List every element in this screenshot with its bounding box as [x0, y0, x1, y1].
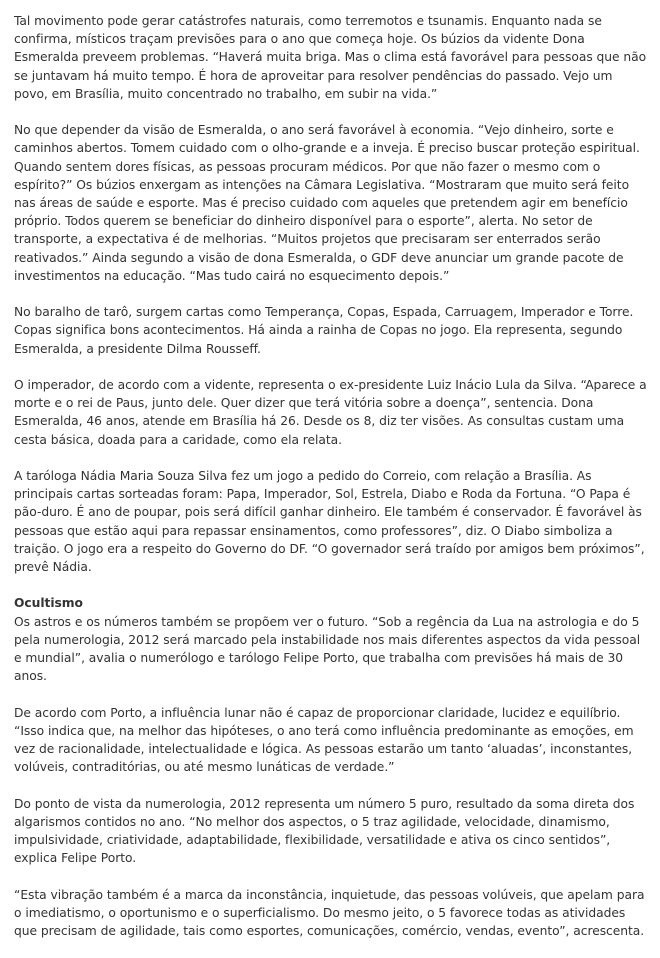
- article-paragraph: O imperador, de acordo com a vidente, representa o ex-presidente Luiz Inácio Lula da Silva. “Aparece a morte e o rei de Paus, junto dele. Quer dizer que terá vitória sobre a doença”, sentencia. Dona Esmeralda, 46 anos, atende em Brasília há 26. Desde os 8, diz ter visões. As consultas custam uma cesta básica, doada para a caridade, como ela relata.: [14, 378, 647, 447]
- article-paragraph: No que depender da visão de Esmeralda, o ano será favorável à economia. “Vejo dinheiro, sorte e caminhos abertos. Tomem cuidado com o olho-grande e a inveja. É preciso buscar proteção espiritual. Quando sentem dores físicas, as pessoas procuram médicos. Por que não fazer o mesmo com o espírito?” Os búzios enxergam as intenções na Câmara Legislativa. “Mostraram que muito será feito nas áreas de saúde e esporte. Mas é preciso cuidado com aqueles que pretendem agir em benefício próprio. Todos querem se beneficiar do dinheiro disponível para o esporte”, alerta. No setor de transporte, a expectativa é de melhorias. “Muitos projetos que precisaram ser enterrados serão reativados.” Ainda segundo a visão de dona Esmeralda, o GDF deve anunciar um grande pacote de investimentos na educação. “Mas tudo cairá no esquecimento depois.”: [14, 123, 640, 283]
- article-paragraph: De acordo com Porto, a influência lunar não é capaz de proporcionar claridade, lucidez e equilíbrio. “Isso indica que, na melhor das hipóteses, o ano terá como influência predominante as emoções, em vez de racionalidade, intelectualidade e lógica. As pessoas estarão um tanto ‘aluadas’, inconstantes, volúveis, contraditórias, ou até mesmo lunáticas de verdade.”: [14, 705, 634, 775]
- section-subheading: Ocultismo: [14, 596, 83, 611]
- article-body: [14, 12, 650, 958]
- article-paragraph: Tal movimento pode gerar catástrofes naturais, como terremotos e tsunamis. Enquanto nada se confirma, místicos traçam previsões para o ano que começa hoje. Os búzios da vidente Dona Esmeralda preveem problemas. “Haverá muita briga. Mas o clima está favorável para pessoas que não se juntavam há muito tempo. É hora de aproveitar para resolver pendências do passado. Vejo um povo, em Brasília, muito concentrado no trabalho, em subir na vida.”: [14, 14, 647, 101]
- article-paragraph: No baralho de tarô, surgem cartas como Temperança, Copas, Espada, Carruagem, Imperador e Torre. Copas significa bons acontecimentos. Há ainda a rainha de Copas no jogo. Ela representa, segundo Esmeralda, a presidente Dilma Rousseff.: [14, 305, 634, 356]
- article-paragraph: Do ponto de vista da numerologia, 2012 representa um número 5 puro, resultado da soma direta dos algarismos contidos no ano. “No melhor dos aspectos, o 5 traz agilidade, velocidade, dinamismo, impulsividade, criatividade, adaptabilidade, flexibilidade, versatilidade e ativa os cinco sentidos”, explica Felipe Porto.: [14, 796, 635, 866]
- article-paragraph: A taróloga Nádia Maria Souza Silva fez um jogo a pedido do Correio, com relação a Brasília. As principais cartas sorteadas foram: Papa, Imperador, Sol, Estrela, Diabo e Roda da Fortuna. “O Papa é pão-duro. É ano de poupar, pois será difícil ganhar dinheiro. Ele também é conservador. É favorável às pessoas que estão aqui para repassar ensinamentos, como professores”, diz. O Diabo simboliza a traição. O jogo era a respeito do Governo do DF. “O governador será traído por amigos bem próximos”, prevê Nádia.: [14, 469, 645, 575]
- article-paragraph: “Esta vibração também é a marca da inconstância, inquietude, das pessoas volúveis, que apelam para o imediatismo, o oportunismo e o superficialismo. Do mesmo jeito, o 5 favorece todas as atividades que precisam de agilidade, tais como esportes, comunicações, comércio, vendas, evento”, acrescenta.: [14, 887, 645, 939]
- article-paragraph: Os astros e os números também se propõem ver o futuro. “Sob a regência da Lua na astrologia e do 5 pela numerologia, 2012 será marcado pela instabilidade nos mais diferentes aspectos da vida pessoal e mundial”, avalia o numerólogo e tarólogo Felipe Porto, que trabalha com previsões há mais de 30 anos.: [14, 614, 641, 684]
